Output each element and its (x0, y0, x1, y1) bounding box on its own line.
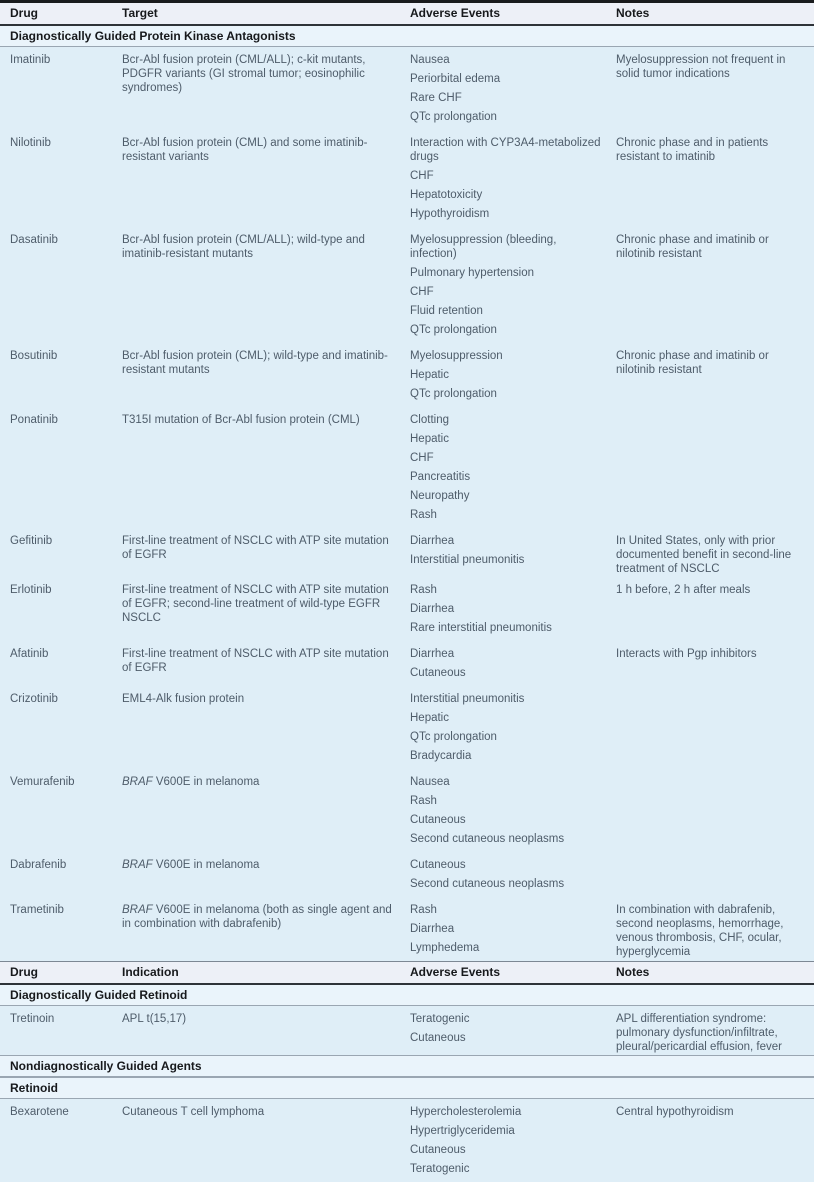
target-text: EML4-Alk fusion protein (122, 693, 245, 705)
adverse-event: Diarrhea (410, 648, 455, 660)
column-header: Drug (10, 965, 38, 979)
adverse-event: Cutaneous (410, 1032, 466, 1044)
adverse-event: Hepatic (410, 369, 449, 381)
drug-name: Dasatinib (10, 234, 58, 246)
notes-cell (616, 858, 806, 896)
table-row (0, 130, 814, 227)
adverse-events-cell (410, 1105, 616, 1181)
adverse-event: Fluid retention (410, 305, 483, 317)
adverse-event: Second cutaneous neoplasms (410, 878, 565, 890)
adverse-event: Teratogenic (410, 1013, 470, 1025)
adverse-event: Myelosuppression (410, 350, 503, 362)
target-cell (122, 692, 410, 768)
column-header: Adverse Events (410, 965, 501, 979)
target-text: Bcr-Abl fusion protein (CML/ALL); c-kit mutants, PDGFR variants (GI stromal tumor; eosinophilic syndromes) (122, 54, 366, 94)
section-title: Nondiagnostically Guided Agents (10, 1059, 202, 1073)
adverse-event: Neuropathy (410, 490, 470, 502)
drug-name: Bosutinib (10, 350, 58, 362)
adverse-events-cell (410, 903, 616, 960)
target-cell (122, 903, 410, 960)
notes-cell: Myelosuppression not frequent in solid tumor indications (616, 54, 786, 80)
notes-cell: In United States, only with prior documented benefit in second-line treatment of NSCLC (616, 535, 792, 575)
table-row (0, 343, 814, 407)
drug-name: Trametinib (10, 904, 64, 916)
adverse-event: Diarrhea (410, 603, 455, 615)
drug-name: Nilotinib (10, 137, 51, 149)
adverse-event: Interstitial pneumonitis (410, 554, 525, 566)
table-row (0, 852, 814, 897)
adverse-event: Cutaneous (410, 814, 466, 826)
adverse-event: Cutaneous (410, 667, 466, 679)
adverse-event: Periorbital edema (410, 73, 501, 85)
adverse-events-cell (410, 583, 616, 640)
adverse-event: Cutaneous (410, 859, 466, 871)
target-text: V600E in melanoma (both as single agent and in combination with dabrafenib) (122, 904, 392, 930)
adverse-event: QTc prolongation (410, 731, 497, 743)
drug-name: Afatinib (10, 648, 49, 660)
section-row (0, 26, 814, 47)
adverse-event: CHF (410, 286, 434, 298)
adverse-event: Rash (410, 584, 437, 596)
drug-name: Dabrafenib (10, 859, 67, 871)
adverse-event: QTc prolongation (410, 388, 497, 400)
target-cell (122, 583, 410, 640)
target-gene-italic: BRAF (122, 776, 153, 788)
adverse-event: QTc prolongation (410, 324, 497, 336)
adverse-event: Hypothyroidism (410, 208, 490, 220)
adverse-event: Rare interstitial pneumonitis (410, 622, 552, 634)
drug-name: Imatinib (10, 54, 51, 66)
drug-name: Tretinoin (10, 1013, 55, 1025)
adverse-events-cell (410, 1012, 616, 1054)
adverse-events-cell (410, 233, 616, 342)
adverse-event: Diarrhea (410, 923, 455, 935)
target-cell (122, 775, 410, 851)
drug-name: Ponatinib (10, 414, 58, 426)
adverse-event: Interstitial pneumonitis (410, 693, 525, 705)
adverse-events-cell (410, 53, 616, 129)
table-row (0, 686, 814, 769)
table-header-row (0, 3, 814, 26)
notes-cell: Chronic phase and in patients resistant to imatinib (616, 137, 769, 163)
notes-cell: Interacts with Pgp inhibitors (616, 648, 757, 660)
adverse-events-cell (410, 775, 616, 851)
adverse-event: Nausea (410, 776, 450, 788)
adverse-event: Hepatic (410, 433, 449, 445)
adverse-event: Interaction with CYP3A4-metabolized drugs (410, 137, 601, 163)
target-gene-italic: BRAF (122, 904, 153, 916)
target-text: First-line treatment of NSCLC with ATP site mutation of EGFR; second-line treatment of wild-type EGFR NSCLC (122, 584, 389, 624)
adverse-event: Hypercholesterolemia (410, 1106, 522, 1118)
target-text: APL t(15,17) (122, 1013, 187, 1025)
adverse-event: Rash (410, 509, 437, 521)
table-row (0, 528, 814, 577)
adverse-events-cell (410, 858, 616, 896)
notes-cell: Chronic phase and imatinib or nilotinib resistant (616, 234, 769, 260)
adverse-event: Rash (410, 795, 437, 807)
target-text: First-line treatment of NSCLC with ATP site mutation of EGFR (122, 648, 389, 674)
target-cell (122, 1012, 410, 1054)
section-row (0, 985, 814, 1006)
table-header-row (0, 961, 814, 985)
adverse-event: CHF (410, 452, 434, 464)
section-title: Diagnostically Guided Retinoid (10, 988, 188, 1002)
section-title: Diagnostically Guided Protein Kinase Antagonists (10, 29, 296, 43)
adverse-event: Second cutaneous neoplasms (410, 833, 565, 845)
adverse-event: Rash (410, 904, 437, 916)
notes-cell: Central hypothyroidism (616, 1106, 734, 1118)
target-text: Bcr-Abl fusion protein (CML/ALL); wild-type and imatinib-resistant mutants (122, 234, 365, 260)
target-cell (122, 534, 410, 576)
drug-name: Gefitinib (10, 535, 53, 547)
column-header: Indication (122, 965, 179, 979)
table-row (0, 769, 814, 852)
adverse-event: Rare CHF (410, 92, 462, 104)
adverse-event: Clotting (410, 414, 449, 426)
column-header: Notes (616, 965, 650, 979)
table-row (0, 47, 814, 130)
adverse-event: Hypertriglyceridemia (410, 1125, 515, 1137)
adverse-event: Diarrhea (410, 535, 455, 547)
adverse-event: Nausea (410, 54, 450, 66)
adverse-event: CHF (410, 170, 434, 182)
notes-cell (616, 692, 806, 768)
adverse-event: Hepatic (410, 712, 449, 724)
column-header: Target (122, 6, 158, 20)
drug-name: Erlotinib (10, 584, 52, 596)
drug-name: Crizotinib (10, 693, 58, 705)
target-cell (122, 413, 410, 527)
adverse-event: Hepatotoxicity (410, 189, 483, 201)
target-text: Bcr-Abl fusion protein (CML); wild-type and imatinib-resistant mutants (122, 350, 388, 376)
notes-cell: 1 h before, 2 h after meals (616, 584, 751, 596)
adverse-event: Cutaneous (410, 1144, 466, 1156)
target-cell (122, 136, 410, 226)
adverse-event: Lymphedema (410, 942, 480, 954)
table-row (0, 577, 814, 641)
adverse-events-cell (410, 136, 616, 226)
target-cell (122, 858, 410, 896)
target-text: V600E in melanoma (152, 859, 260, 871)
column-header: Adverse Events (410, 6, 501, 20)
notes-cell (616, 413, 806, 527)
adverse-event: Pancreatitis (410, 471, 471, 483)
adverse-event: Pulmonary hypertension (410, 267, 535, 279)
adverse-event: Bradycardia (410, 750, 472, 762)
adverse-event: Teratogenic (410, 1163, 470, 1175)
adverse-events-cell (410, 692, 616, 768)
target-text: First-line treatment of NSCLC with ATP site mutation of EGFR (122, 535, 389, 561)
adverse-events-cell (410, 534, 616, 576)
target-gene-italic: BRAF (122, 859, 153, 871)
table-row (0, 1099, 814, 1182)
column-header: Notes (616, 6, 650, 20)
table-row (0, 227, 814, 343)
target-text: Bcr-Abl fusion protein (CML) and some imatinib-resistant variants (122, 137, 368, 163)
adverse-events-cell (410, 647, 616, 685)
table-row (0, 1006, 814, 1055)
target-cell (122, 349, 410, 406)
section-row (0, 1077, 814, 1099)
notes-cell (616, 775, 806, 851)
target-cell (122, 233, 410, 342)
target-cell (122, 53, 410, 129)
adverse-events-cell (410, 349, 616, 406)
notes-cell: Chronic phase and imatinib or nilotinib resistant (616, 350, 769, 376)
table-row (0, 897, 814, 961)
drug-name: Bexarotene (10, 1106, 69, 1118)
table-row (0, 407, 814, 528)
table-row (0, 641, 814, 686)
target-cell (122, 1105, 410, 1181)
adverse-event: Myelosuppression (bleeding, infection) (410, 234, 557, 260)
target-text: Cutaneous T cell lymphoma (122, 1106, 265, 1118)
target-text: V600E in melanoma (152, 776, 260, 788)
target-text: T315I mutation of Bcr-Abl fusion protein (CML) (122, 414, 360, 426)
column-header: Drug (10, 6, 38, 20)
notes-cell: In combination with dabrafenib, second neoplasms, hemorrhage, venous thrombosis, CHF, ocular, hyperglycemia (616, 904, 784, 958)
section-row (0, 1055, 814, 1077)
adverse-events-cell (410, 413, 616, 527)
section-title: Retinoid (10, 1081, 58, 1095)
drug-name: Vemurafenib (10, 776, 75, 788)
target-cell (122, 647, 410, 685)
adverse-event: QTc prolongation (410, 111, 497, 123)
notes-cell: APL differentiation syndrome: pulmonary dysfunction/infiltrate, pleural/pericardial effusion, fever (616, 1013, 782, 1053)
